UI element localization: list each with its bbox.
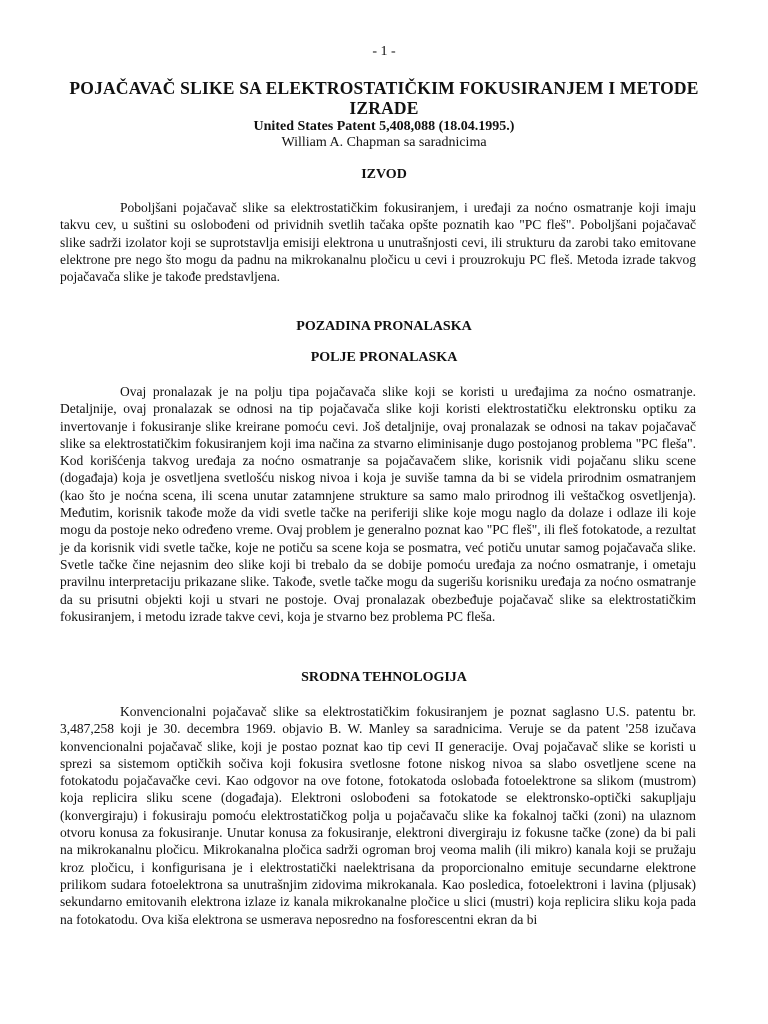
field-heading: POLJE PRONALASKA bbox=[310, 350, 458, 365]
background-heading: POZADINA PRONALASKA bbox=[296, 319, 472, 334]
related-art-heading: SRODNA TEHNOLOGIJA bbox=[301, 670, 467, 685]
abstract-heading: IZVOD bbox=[361, 167, 407, 182]
patent-reference: United States Patent 5,408,088 (18.04.1995.) bbox=[253, 119, 515, 134]
field-paragraph: Ovaj pronalazak je na polju tipa pojačavača slike koji se koristi u uređajima za noćno osmatranje. Detaljnije, ovaj pronalazak se odnosi na tip pojačavača slike koji koristi elektrostatičku elektronsku optiku za invertovanje i fokusiranje slike kreirane pomoću cevi. Još detaljnije, ovaj pronalazak se odnosi na takav pojačavač slike sa elektrostatičkim fokusiranjem koji ima načina za stvarno eliminisanje dugo postojanog problema "PC fleša". Kod korišćenja takvog uređaja za noćno osmatranje sa pojačavačem slike, korisnik vidi pojačanu sliku scene (događaja) koja je osvetljena svetlošću niskog nivoa i koja je suviše tamna da bi se videla prirodnim osmatranjem (kao što je noćna scena, ili scena unutar zatamnjene strukture sa samo malo prirodnog ili veštačkog osvetljenja). Međutim, korisnik takođe može da vidi svetle tačke na periferiji slike koje mogu naglo da dolaze i odlaze ili koje mogu da postoje neko određeno vreme. Ovaj problem je generalno poznat kao "PC fleš", ili fleš fotokatode, a rezultat je da korisnik vidi svetle tačke, koje ne potiču sa scene koja se posmatra, već potiču unutar samog pojačavača slike. Svetle tačke čine nejasnim deo slike koji bi trebalo da se dobije pomoću uređaja za noćno osmatranje, i ometaju pravilnu interpretaciju prikazane slike. Takođe, svetle tačke mogu da sugerišu korisniku uređaja za noćno osmatranje da su prisutni objekti koji u stvari ne postoje. Ovaj pronalazak obezbeđuje pojačavač slike sa elektrostatičkim fokusiranjem, i metodu izrade takve cevi, koja je stvarno bez problema PC fleša. bbox=[60, 384, 696, 624]
abstract-paragraph: Poboljšani pojačavač slike sa elektrostatičkim fokusiranjem, i uređaji za noćno osmatranje koji imaju takvu cev, u suštini su oslobođeni od prividnih svetlih tačaka opšte poznatih kao "PC fleš". Poboljšani pojačavač slike sadrži izolator koji se suprotstavlja emisiji elektrona u unutrašnjosti cevi, ili strukturu da zarobi tako emitovane elektrone pre nego što mogu da padnu na mikrokanalnu pločicu u cevi i prouzrokuju PC fleš. Metoda izrade takvog pojačavača slike je takođe predstavljena. bbox=[60, 200, 696, 285]
document-title: POJAČAVAČ SLIKE SA ELEKTROSTATIČKIM FOKUSIRANJEM I METODE IZRADE bbox=[69, 78, 699, 118]
related-art-paragraph: Konvencionalni pojačavač slike sa elektrostatičkim fokusiranjem je poznat saglasno U.S. patentu br. 3,487,258 koji je 30. decembra 1969. objavio B. W. Manley sa saradnicima. Veruje se da patent '258 izučava konvencionalni pojačavač slike, koji je postao poznat kao tip cevi II generacije. Ovaj pojačavač slike se koristi u sprezi sa sistemom optičkih sočiva koji fokusira svetlosne fotone niskog nivoa sa slabo osvetljene scene na fotokatodu pojačavačke cevi. Kao odgovor na ove fotone, fotokatoda oslobađa fotoelektrone sa slikom (mustrom) koja replicira sliku scene (događaja). Elektroni oslobođeni sa fotokatode se elektronsko-optički sakupljaju (konvergiraju) i fokusiraju pomoću elektrostatičkog polja u pojačavaču slike ka fokalnoj tački (zoni) na ulaznom otvoru konusa za fokusiranje. Unutar konusa za fokusiranje, elektroni divergiraju iz fokusne tačke (zone) da bi pali na mikrokanalnu pločicu. Mikrokanalna pločica sadrži ogroman broj veoma malih (ili mikro) kanala koji se pružaju kroz pločicu, i konfigurisana je i elektrostatički naelektrisana da proporcionalno emituje secundarne elektrone prilikom sudara fotoelektrona sa unutrašnjim zidovima mikrokanala. Kao posledica, fotoelektroni i lavina (pljusak) sekundarno emitovanih elektrona izlaze iz kanala mikrokanalne pločice u slici (mustri) koja replicira sliku koja pada na fotokatodu. Ova kiša elektrona se usmerava neposredno na fosforescentni ekran da bi bbox=[60, 704, 696, 927]
authors-line: William A. Chapman sa saradnicima bbox=[281, 135, 487, 150]
page-number: - 1 - bbox=[372, 44, 396, 59]
